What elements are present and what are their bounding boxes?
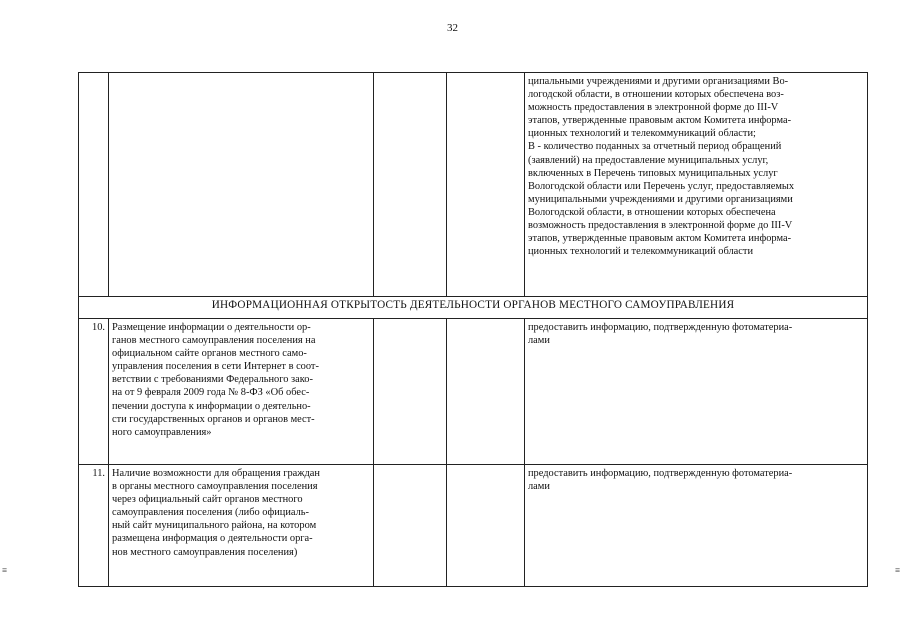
- note-line: этапов, утвержденные правовым актом Комитета информа-: [528, 233, 792, 245]
- indicator-line: Размещение информации о деятельности ор-: [112, 322, 311, 333]
- page-number: 32: [447, 22, 458, 34]
- note-line: предоставить информацию, подтвержденную фотоматериа-: [528, 468, 793, 479]
- value-cell: [374, 73, 447, 297]
- indicator-line: управления поселения в сети Интернет в соот-: [112, 361, 319, 373]
- score-cell: [447, 465, 525, 587]
- note-line: В - количество поданных за отчетный период обращений: [528, 141, 782, 153]
- indicator-line: официальном сайте органов местного само-: [112, 348, 307, 360]
- table-row: [79, 319, 868, 465]
- indicator-line: ветствии с требованиями Федерального зако-: [112, 374, 313, 386]
- note-line: ципальными учреждениями и другими организациями Во-: [528, 76, 789, 87]
- table-row: [79, 465, 868, 587]
- score-cell: [447, 319, 525, 465]
- row-number: 10.: [79, 319, 109, 465]
- right-margin-mark: ≡: [895, 565, 901, 575]
- left-margin-mark: ≡: [2, 565, 8, 575]
- note-cell: [525, 465, 868, 587]
- indicator-line: Наличие возможности для обращения граждан: [112, 468, 320, 479]
- indicator-line: на от 9 февраля 2009 года № 8-ФЗ «Об обес-: [112, 387, 310, 399]
- row-number: 11.: [79, 465, 109, 587]
- indicator-line: нов местного самоуправления поселения): [112, 546, 298, 558]
- note-line: можность предоставления в электронной форме до III-V: [528, 102, 779, 114]
- indicator-line: самоуправления поселения (либо официаль-: [112, 507, 309, 519]
- indicator-line: в органы местного самоуправления поселения: [112, 481, 318, 493]
- indicator-line: размещена информация о деятельности орга-: [112, 533, 313, 545]
- number-cell: [79, 73, 109, 297]
- indicator-line: через официальный сайт органов местного: [112, 494, 303, 506]
- indicator-line: печении доступа к информации о деятельно-: [112, 400, 311, 412]
- value-cell: [374, 319, 447, 465]
- note-line: этапов, утвержденные правовым актом Комитета информа-: [528, 115, 792, 127]
- section-header-row: [79, 297, 868, 319]
- note-line: Вологодской области или Перечень услуг, предоставляемых: [528, 180, 795, 192]
- note-line: (заявлений) на предоставление муниципальных услуг,: [528, 154, 769, 166]
- note-cell: [525, 319, 868, 465]
- note-cell: [525, 73, 868, 297]
- note-line: ционных технологий и телекоммуникаций области: [528, 246, 754, 258]
- note-line: лами: [528, 481, 550, 493]
- note-line: включенных в Перечень типовых муниципальных услуг: [528, 167, 778, 179]
- note-line: муниципальными учреждениями и другими организациями: [528, 193, 793, 205]
- indicator-cell: [109, 319, 374, 465]
- note-line: ционных технологий и телекоммуникаций области;: [528, 128, 756, 140]
- indicator-line: ганов местного самоуправления поселения на: [112, 335, 316, 347]
- note-line: предоставить информацию, подтвержденную фотоматериа-: [528, 322, 793, 333]
- indicator-line: сти государственных органов и органов мест-: [112, 413, 315, 425]
- indicator-cell: [109, 73, 374, 297]
- note-line: возможность предоставления в электронной форме до III-V: [528, 220, 793, 232]
- continued-row: [79, 73, 868, 297]
- score-cell: [447, 73, 525, 297]
- indicator-cell: [109, 465, 374, 587]
- note-line: лами: [528, 335, 550, 347]
- indicator-line: ного самоуправления»: [112, 426, 212, 438]
- note-line: Вологодской области, в отношении которых обеспечена: [528, 206, 776, 218]
- indicator-line: ный сайт муниципального района, на котором: [112, 520, 317, 532]
- section-title: ИНФОРМАЦИОННАЯ ОТКРЫТОСТЬ ДЕЯТЕЛЬНОСТИ ОРГАНОВ МЕСТНОГО САМОУПРАВЛЕНИЯ: [79, 297, 868, 319]
- value-cell: [374, 465, 447, 587]
- note-line: логодской области, в отношении которых обеспечена воз-: [528, 89, 784, 101]
- criteria-table: [78, 72, 868, 587]
